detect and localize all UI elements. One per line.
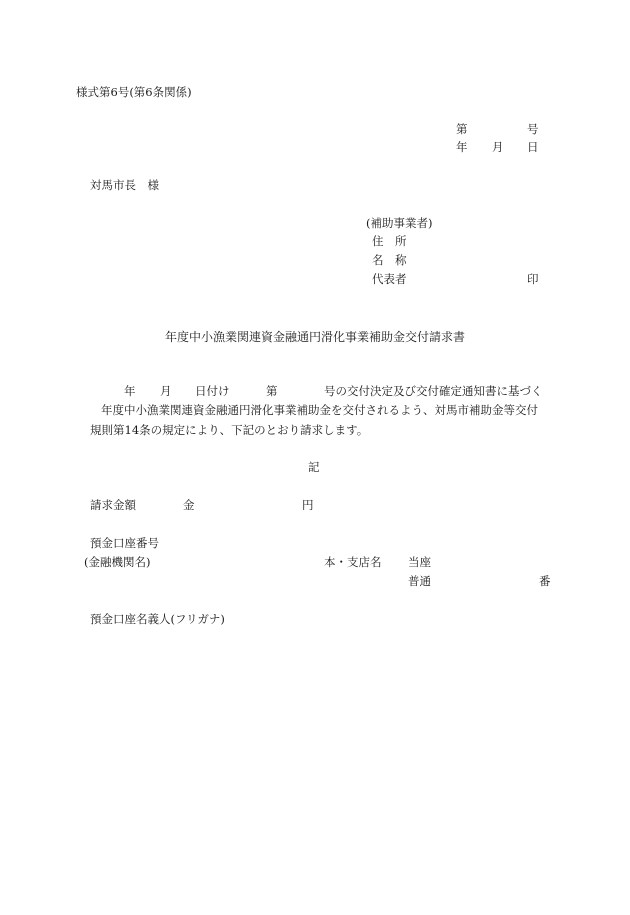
representative-label: 代表者: [372, 272, 407, 286]
account-type-current: 当座: [408, 555, 431, 569]
body-date-suffix: 日付け: [195, 384, 230, 398]
date-month: 月: [492, 140, 504, 154]
account-type-ordinary: 普通: [408, 574, 431, 588]
body-year: 年: [124, 384, 136, 398]
addressee: 対馬市長 様: [90, 178, 159, 192]
body-line3: 規則第14条の規定により、下記のとおり請求します。: [90, 423, 369, 437]
ki-heading: 記: [308, 460, 320, 474]
account-number-label: 預金口座番号: [90, 536, 159, 550]
name-label: 名 称: [372, 253, 407, 267]
document-title: 年度中小漁業関連資金融通円滑化事業補助金交付請求書: [165, 330, 466, 344]
address-label: 住 所: [372, 234, 407, 248]
doc-number-go: 号: [527, 122, 539, 136]
date-day: 日: [527, 140, 539, 154]
applicant-heading: (補助事業者): [366, 216, 433, 230]
body-month: 月: [160, 384, 172, 398]
body-line1-rest: 号の交付決定及び交付確定通知書に基づく: [324, 384, 543, 398]
body-dai: 第: [266, 384, 278, 398]
body-line2: 年度中小漁業関連資金融通円滑化事業補助金を交付されるよう、対馬市補助金等交付: [101, 403, 538, 417]
account-holder-label: 預金口座名義人(フリガナ): [90, 612, 225, 626]
claim-kin: 金: [183, 498, 195, 512]
institution-label: (金融機関名): [84, 555, 151, 569]
doc-number-dai: 第: [456, 122, 468, 136]
claim-yen: 円: [302, 498, 314, 512]
claim-amount-label: 請求金額: [90, 498, 136, 512]
seal-mark: 印: [527, 272, 539, 286]
form-label: 様式第6号(第6条関係): [76, 85, 192, 99]
account-ban: 番: [539, 574, 551, 588]
branch-label: 本・支店名: [324, 555, 382, 569]
date-year: 年: [456, 140, 468, 154]
